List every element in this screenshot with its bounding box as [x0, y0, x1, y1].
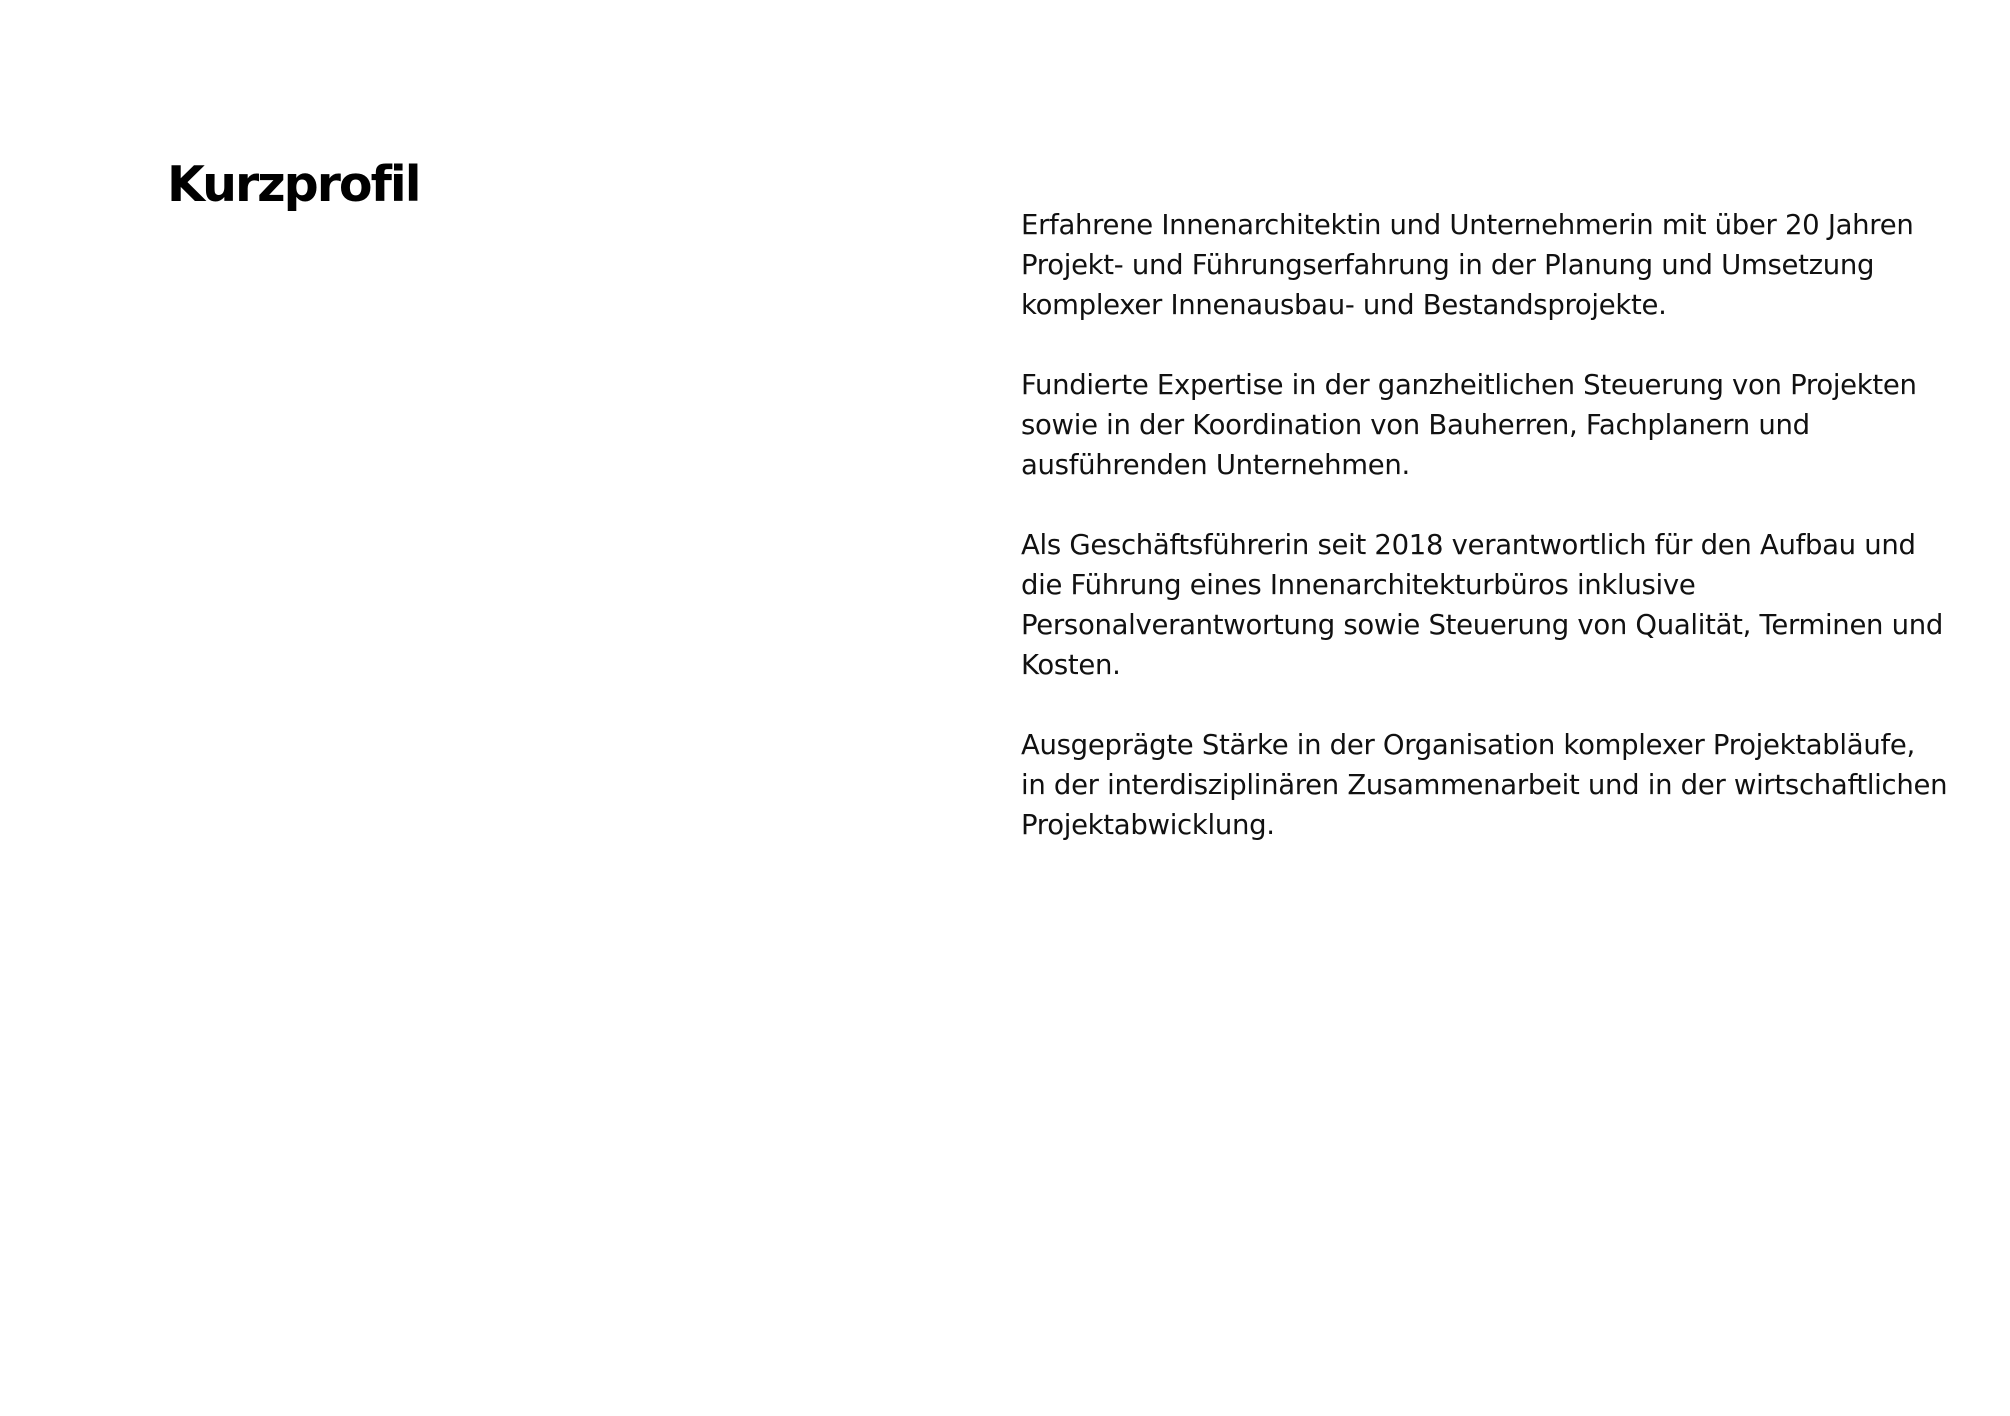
profile-paragraph-management	[1021, 525, 1944, 685]
paragraph-line: Projektabwicklung.	[1021, 809, 1275, 841]
paragraph-line: Erfahrene Innenarchitektin und Unternehmerin mit über 20 Jahren	[1021, 209, 1914, 241]
profile-summary	[1021, 205, 1948, 885]
paragraph-line: ausführenden Unternehmen.	[1021, 449, 1410, 481]
paragraph-line: in der interdisziplinären Zusammenarbeit und in der wirtschaftlichen	[1021, 769, 1948, 801]
profile-paragraph-expertise	[1021, 365, 1921, 485]
paragraph-line: sowie in der Koordination von Bauherren, Fachplanern und	[1021, 409, 1810, 441]
paragraph-line: die Führung eines Innenarchitekturbüros inklusive	[1021, 569, 1696, 601]
paragraph-line: komplexer Innenausbau- und Bestandsprojekte.	[1021, 289, 1667, 321]
section-title: Kurzprofil	[167, 156, 420, 213]
paragraph-line: Als Geschäftsführerin seit 2018 verantwortlich für den Aufbau und	[1021, 529, 1916, 561]
paragraph-line: Projekt- und Führungserfahrung in der Planung und Umsetzung	[1021, 249, 1875, 281]
profile-paragraph-experience	[1021, 205, 1921, 325]
profile-paragraph-strengths	[1021, 725, 1948, 845]
paragraph-line: Personalverantwortung sowie Steuerung von Qualität, Terminen und	[1021, 609, 1944, 641]
paragraph-line: Kosten.	[1021, 649, 1121, 681]
paragraph-line: Ausgeprägte Stärke in der Organisation komplexer Projektabläufe,	[1021, 729, 1915, 761]
paragraph-line: Fundierte Expertise in der ganzheitlichen Steuerung von Projekten	[1021, 369, 1917, 401]
